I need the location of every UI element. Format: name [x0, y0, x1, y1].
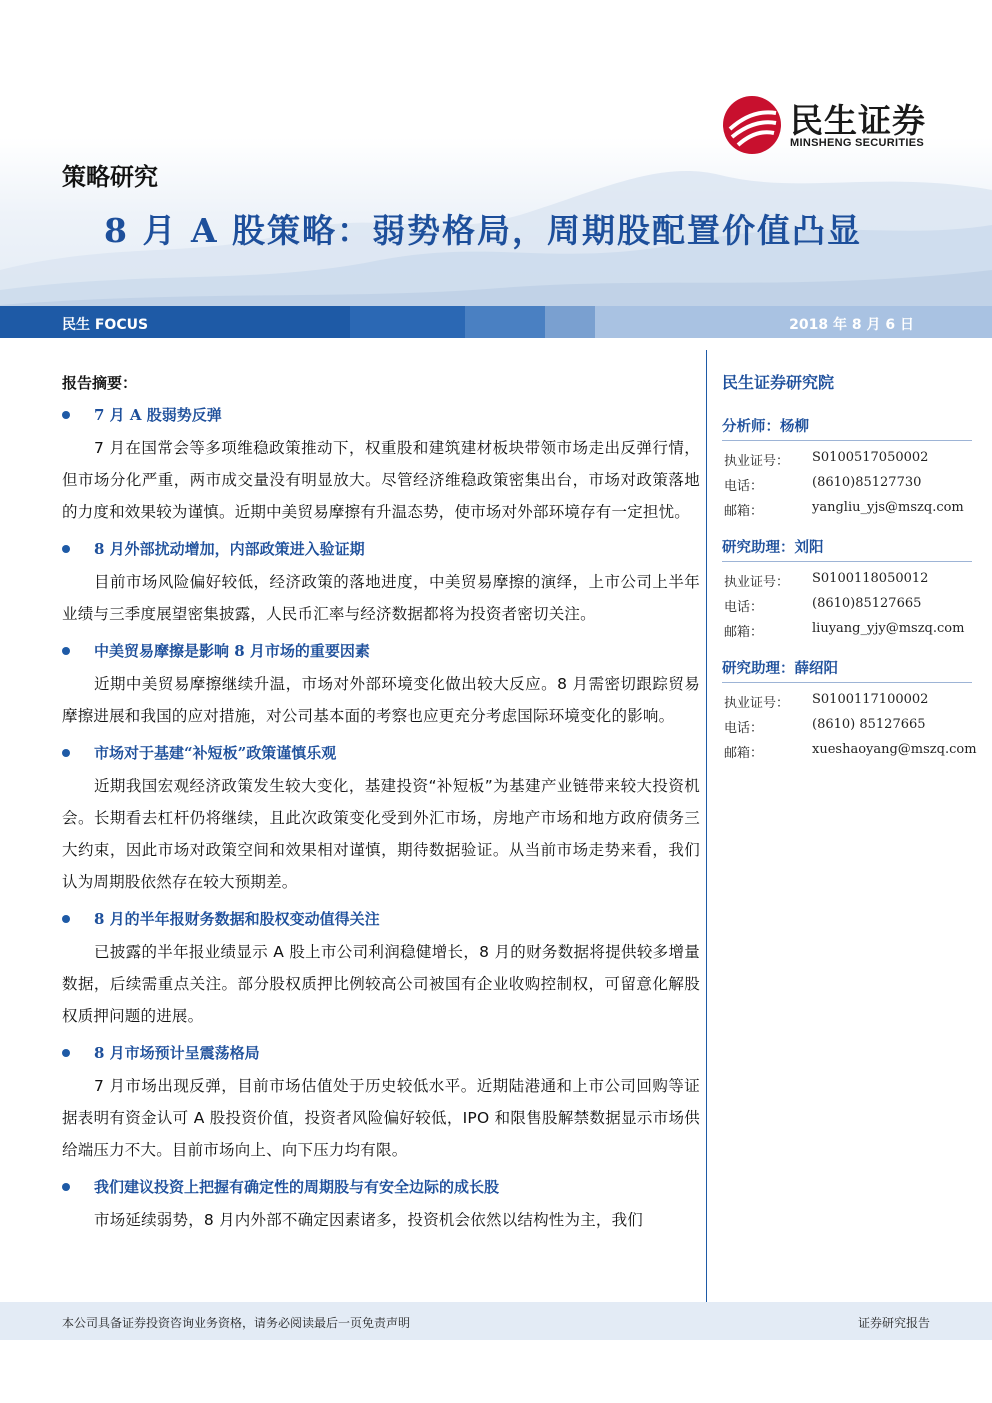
bullet-dot-icon	[62, 647, 70, 655]
section-label: 策略研究	[62, 163, 158, 191]
footer-doc-type: 证券研究报告	[857, 1316, 930, 1330]
bullet-paragraph: 近期我国宏观经济政策发生较大变化，基建投资“补短板”为基建产业链带来较大投资机会。长期看去杠杆仍将继续，且此次政策变化受到外汇市场，房地产市场和地方政府债务三大约束，因此市场对政策空间和效果相对谨慎，期待数据验证。从当前市场走势来看，我们认为周期股依然存在较大预期差。	[62, 777, 700, 891]
column-divider	[706, 350, 707, 1302]
bullet-heading-text: 7 月 A 股弱势反弹	[94, 406, 222, 424]
contact-field-label: 执业证号：	[724, 575, 790, 590]
bullet-dot-icon	[62, 1183, 70, 1191]
contact-block	[722, 657, 977, 764]
title-band	[0, 306, 992, 338]
summary-body	[62, 404, 700, 1236]
band-series-label: 民生 FOCUS	[62, 317, 149, 333]
bullet-heading	[62, 908, 700, 936]
brand-name-cn: 民生证券	[790, 101, 926, 140]
brand-logo	[722, 95, 952, 157]
contact-role: 研究助理：薛绍阳	[722, 657, 972, 683]
bullet-heading-text: 中美贸易摩擦是影响 8 月市场的重要因素	[94, 642, 370, 660]
sidebar-contacts	[722, 370, 977, 778]
contact-field-label: 执业证号：	[724, 454, 790, 469]
contact-row	[722, 714, 972, 739]
page-footer	[0, 1302, 992, 1340]
minsheng-logo-icon	[722, 95, 782, 155]
contact-field-value: S0100117100002	[812, 692, 929, 707]
institute-name: 民生证券研究院	[722, 373, 835, 392]
contact-email-link[interactable]: liuyang_yjy@mszq.com	[812, 621, 965, 636]
contact-row	[722, 568, 972, 593]
contact-field-value: (8610)85127730	[812, 475, 922, 490]
contact-row	[722, 447, 972, 472]
bullet-heading	[62, 1176, 700, 1204]
bullet-heading-text: 我们建议投资上把握有确定性的周期股与有安全边际的成长股	[94, 1178, 500, 1196]
bullet-paragraph: 7 月市场出现反弹，目前市场估值处于历史较低水平。近期陆港通和上市公司回购等证据表明有资金认可 A 股投资价值，投资者风险偏好较低，IPO 和限售股解禁数据显示市场供给端压力不大。目前市场向上、向下压力均有限。	[62, 1077, 700, 1159]
bullet-heading	[62, 538, 700, 566]
bullet-paragraph: 市场延续弱势，8 月内外部不确定因素诸多，投资机会依然以结构性为主，我们	[94, 1211, 643, 1229]
contact-field-label: 电话：	[724, 600, 764, 615]
contact-row	[722, 618, 972, 643]
footer-disclaimer: 本公司具备证券投资咨询业务资格，请务必阅读最后一页免责声明	[62, 1316, 411, 1330]
contact-field-label: 执业证号：	[724, 696, 790, 711]
summary-heading: 报告摘要：	[62, 374, 138, 392]
bullet-heading	[62, 1042, 700, 1070]
bullet-paragraph: 7 月在国常会等多项维稳政策推动下，权重股和建筑建材板块带领市场走出反弹行情，但市场分化严重，两市成交量没有明显放大。尽管经济维稳政策密集出台，市场对政策落地的力度和效果较为谨慎。近期中美贸易摩擦有升温态势，使市场对外部环境存有一定担忧。	[62, 439, 700, 521]
bullet-heading	[62, 742, 700, 770]
contact-row	[722, 472, 972, 497]
bullet-heading-text: 市场对于基建“补短板”政策谨慎乐观	[94, 744, 337, 762]
contact-block	[722, 536, 972, 643]
contact-field-label: 邮箱：	[724, 746, 764, 761]
report-title: 8 月 A 股策略：弱势格局，周期股配置价值凸显	[104, 211, 863, 250]
bullet-dot-icon	[62, 411, 70, 419]
contact-row	[722, 497, 972, 522]
brand-name-en: MINSHENG SECURITIES	[790, 137, 925, 149]
contact-field-value: (8610) 85127665	[812, 717, 926, 732]
bullet-paragraph: 近期中美贸易摩擦继续升温，市场对外部环境变化做出较大反应。8 月需密切跟踪贸易摩擦进展和我国的应对措施，对公司基本面的考察也应更充分考虑国际环境变化的影响。	[62, 675, 700, 725]
contact-role: 分析师：杨柳	[722, 415, 972, 441]
bullet-dot-icon	[62, 749, 70, 757]
bullet-heading-text: 8 月的半年报财务数据和股权变动值得关注	[94, 910, 380, 928]
contact-field-value: S0100517050002	[812, 450, 929, 465]
contact-block	[722, 415, 972, 522]
contact-row	[722, 689, 972, 714]
contact-field-label: 电话：	[724, 721, 764, 736]
bullet-paragraph: 目前市场风险偏好较低，经济政策的落地进度，中美贸易摩擦的演绎，上市公司上半年业绩与三季度展望密集披露，人民币汇率与经济数据都将为投资者密切关注。	[62, 573, 700, 623]
report-date: 2018 年 8 月 6 日	[789, 317, 914, 333]
bullet-heading-text: 8 月市场预计呈震荡格局	[94, 1044, 260, 1062]
contact-field-label: 邮箱：	[724, 625, 764, 640]
bullet-heading	[62, 640, 700, 668]
bullet-dot-icon	[62, 545, 70, 553]
contact-row	[722, 739, 977, 764]
contact-field-label: 邮箱：	[724, 504, 764, 519]
contact-field-value: (8610)85127665	[812, 596, 922, 611]
bullet-heading	[62, 404, 700, 432]
contact-row	[722, 593, 972, 618]
bullet-heading-text: 8 月外部扰动增加，内部政策进入验证期	[94, 540, 365, 558]
bullet-dot-icon	[62, 915, 70, 923]
contact-field-label: 电话：	[724, 479, 764, 494]
contact-role: 研究助理：刘阳	[722, 536, 972, 562]
contact-email-link[interactable]: xueshaoyang@mszq.com	[812, 742, 977, 757]
contact-field-value: S0100118050012	[812, 571, 929, 586]
contact-email-link[interactable]: yangliu_yjs@mszq.com	[812, 500, 964, 515]
bullet-dot-icon	[62, 1049, 70, 1057]
bullet-paragraph: 已披露的半年报业绩显示 A 股上市公司利润稳健增长，8 月的财务数据将提供较多增量数据，后续需重点关注。部分股权质押比例较高公司被国有企业收购控制权，可留意化解股权质押问题的进展。	[62, 943, 700, 1025]
